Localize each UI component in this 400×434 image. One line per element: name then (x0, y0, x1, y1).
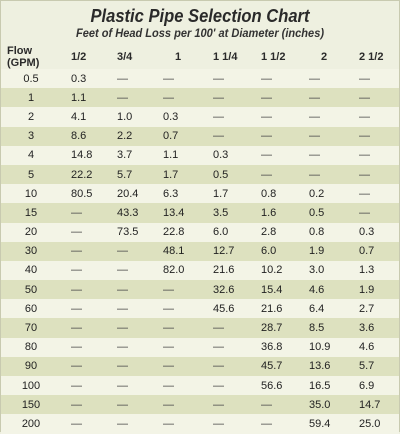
head-loss-cell: — (203, 414, 251, 433)
head-loss-cell: — (349, 203, 399, 222)
head-loss-cell: — (61, 395, 107, 414)
chart-subtitle: Feet of Head Loss per 100' at Diameter (inches) (75, 26, 325, 40)
head-loss-cell: — (153, 376, 203, 395)
head-loss-cell: — (299, 165, 349, 184)
head-loss-cell: — (107, 242, 153, 261)
flow-cell: 3 (1, 127, 61, 146)
flow-cell: 20 (1, 223, 61, 242)
table-row (1, 261, 399, 280)
flow-cell: 5 (1, 165, 61, 184)
flow-cell: 40 (1, 261, 61, 280)
head-loss-cell: — (349, 107, 399, 126)
table-row (1, 338, 399, 357)
head-loss-cell: 15.4 (251, 280, 299, 299)
head-loss-cell: 36.8 (251, 338, 299, 357)
head-loss-cell: — (107, 69, 153, 88)
head-loss-cell: — (203, 88, 251, 107)
head-loss-cell: 5.7 (349, 357, 399, 376)
head-loss-cell: — (107, 395, 153, 414)
flow-cell: 90 (1, 357, 61, 376)
head-loss-cell: 0.3 (203, 146, 251, 165)
head-loss-cell: 1.1 (153, 146, 203, 165)
head-loss-cell: 3.6 (349, 318, 399, 337)
table-row (1, 318, 399, 337)
column-header-diameter: 3/4 (117, 51, 133, 63)
head-loss-cell: — (251, 88, 299, 107)
head-loss-cell: 4.6 (349, 338, 399, 357)
head-loss-cell: — (251, 165, 299, 184)
head-loss-cell: 5.7 (107, 165, 153, 184)
head-loss-cell: — (153, 88, 203, 107)
flow-cell: 4 (1, 146, 61, 165)
head-loss-cell: — (203, 338, 251, 357)
head-loss-cell: 1.0 (107, 107, 153, 126)
table-row (1, 299, 399, 318)
table-row (1, 146, 399, 165)
head-loss-cell: — (61, 223, 107, 242)
head-loss-cell: — (299, 127, 349, 146)
head-loss-cell: 59.4 (299, 414, 349, 433)
head-loss-cell: — (61, 280, 107, 299)
head-loss-cell: 2.8 (251, 223, 299, 242)
head-loss-cell: — (299, 146, 349, 165)
head-loss-cell: 13.6 (299, 357, 349, 376)
table-row (1, 184, 399, 203)
head-loss-cell: — (153, 299, 203, 318)
head-loss-cell: — (203, 357, 251, 376)
head-loss-cell: — (61, 318, 107, 337)
flow-cell: 60 (1, 299, 61, 318)
flow-cell: 10 (1, 184, 61, 203)
table-row (1, 395, 399, 414)
head-loss-cell: — (251, 414, 299, 433)
head-loss-cell: — (299, 88, 349, 107)
head-loss-cell: — (61, 338, 107, 357)
head-loss-cell: 1.7 (203, 184, 251, 203)
head-loss-cell: 21.6 (203, 261, 251, 280)
head-loss-cell: 35.0 (299, 395, 349, 414)
head-loss-cell: 0.7 (349, 242, 399, 261)
head-loss-cell: 0.2 (299, 184, 349, 203)
head-loss-cell: — (107, 280, 153, 299)
column-header-diameter: 1 (174, 51, 182, 63)
table-row (1, 127, 399, 146)
head-loss-cell: — (153, 338, 203, 357)
flow-cell: 30 (1, 242, 61, 261)
head-loss-cell: — (153, 280, 203, 299)
table-row (1, 376, 399, 395)
column-header-flow: Flow (GPM) (7, 45, 40, 69)
head-loss-cell: 1.9 (299, 242, 349, 261)
head-loss-cell: — (349, 165, 399, 184)
head-loss-cell: 0.3 (349, 223, 399, 242)
head-loss-cell: 4.6 (299, 280, 349, 299)
head-loss-cell: — (203, 318, 251, 337)
table-body (1, 69, 399, 434)
head-loss-cell: 73.5 (107, 223, 153, 242)
head-loss-cell: — (299, 69, 349, 88)
head-loss-cell: 20.4 (107, 184, 153, 203)
head-loss-cell: 56.6 (251, 376, 299, 395)
table-row (1, 165, 399, 184)
table-row (1, 88, 399, 107)
head-loss-cell: — (251, 146, 299, 165)
head-loss-cell: — (203, 107, 251, 126)
head-loss-cell: — (107, 357, 153, 376)
head-loss-cell: 3.7 (107, 146, 153, 165)
head-loss-cell: — (61, 261, 107, 280)
column-header-diameter: 2 (320, 51, 328, 63)
head-loss-cell: 8.6 (61, 127, 107, 146)
head-loss-cell: 13.4 (153, 203, 203, 222)
head-loss-cell: 82.0 (153, 261, 203, 280)
head-loss-cell: — (203, 69, 251, 88)
head-loss-cell: — (349, 184, 399, 203)
head-loss-cell: 1.1 (61, 88, 107, 107)
head-loss-cell: — (107, 299, 153, 318)
head-loss-cell: 22.2 (61, 165, 107, 184)
head-loss-cell: — (251, 107, 299, 126)
head-loss-cell: 1.3 (349, 261, 399, 280)
table-row (1, 414, 399, 433)
head-loss-cell: 0.8 (299, 223, 349, 242)
head-loss-cell: — (349, 69, 399, 88)
head-loss-cell: — (251, 69, 299, 88)
head-loss-cell: 0.3 (61, 69, 107, 88)
head-loss-cell: 45.6 (203, 299, 251, 318)
head-loss-cell: 32.6 (203, 280, 251, 299)
table-row (1, 223, 399, 242)
head-loss-cell: 25.0 (349, 414, 399, 433)
column-header-diameter: 1 1/2 (261, 51, 286, 63)
head-loss-cell: — (203, 376, 251, 395)
table-row (1, 107, 399, 126)
head-loss-cell: — (349, 127, 399, 146)
head-loss-cell: 8.5 (299, 318, 349, 337)
head-loss-cell: — (153, 395, 203, 414)
flow-cell: 1 (1, 88, 61, 107)
head-loss-cell: 2.2 (107, 127, 153, 146)
head-loss-cell: — (61, 357, 107, 376)
head-loss-cell: 6.0 (203, 223, 251, 242)
head-loss-cell: — (107, 414, 153, 433)
head-loss-cell: — (203, 395, 251, 414)
table-row (1, 357, 399, 376)
head-loss-cell: 1.6 (251, 203, 299, 222)
flow-cell: 0.5 (1, 69, 61, 88)
flow-cell: 150 (1, 395, 61, 414)
column-header-diameter: 1 1/4 (213, 51, 238, 63)
flow-cell: 2 (1, 107, 61, 126)
head-loss-cell: — (251, 395, 299, 414)
head-loss-cell: — (107, 338, 153, 357)
head-loss-cell: — (349, 88, 399, 107)
head-loss-cell: 3.5 (203, 203, 251, 222)
head-loss-cell: 14.7 (349, 395, 399, 414)
flow-cell: 100 (1, 376, 61, 395)
head-loss-cell: 2.7 (349, 299, 399, 318)
head-loss-cell: — (61, 299, 107, 318)
head-loss-cell: — (299, 107, 349, 126)
head-loss-cell: — (61, 203, 107, 222)
head-loss-cell: 6.4 (299, 299, 349, 318)
head-loss-cell: 1.7 (153, 165, 203, 184)
column-header-diameter: 1/2 (71, 51, 87, 63)
head-loss-cell: 14.8 (61, 146, 107, 165)
head-loss-cell: 12.7 (203, 242, 251, 261)
table-row (1, 242, 399, 261)
header-row (1, 45, 399, 69)
chart-title: Plastic Pipe Selection Chart (90, 6, 310, 26)
head-loss-cell: 48.1 (153, 242, 203, 261)
head-loss-cell: — (107, 261, 153, 280)
head-loss-cell: 45.7 (251, 357, 299, 376)
head-loss-cell: — (61, 376, 107, 395)
flow-cell: 70 (1, 318, 61, 337)
head-loss-cell: 0.7 (153, 127, 203, 146)
flow-cell: 15 (1, 203, 61, 222)
head-loss-cell: 43.3 (107, 203, 153, 222)
column-header-diameter: 2 1/2 (359, 51, 384, 63)
flow-cell: 200 (1, 414, 61, 433)
head-loss-cell: — (203, 127, 251, 146)
head-loss-cell: — (153, 357, 203, 376)
head-loss-cell: 6.0 (251, 242, 299, 261)
head-loss-cell: 28.7 (251, 318, 299, 337)
head-loss-cell: — (107, 88, 153, 107)
head-loss-cell: — (107, 376, 153, 395)
head-loss-cell: 3.0 (299, 261, 349, 280)
head-loss-cell: 6.3 (153, 184, 203, 203)
head-loss-cell: 1.9 (349, 280, 399, 299)
table-row (1, 203, 399, 222)
head-loss-cell: — (61, 414, 107, 433)
head-loss-cell: 21.6 (251, 299, 299, 318)
head-loss-cell: — (349, 146, 399, 165)
table-row (1, 280, 399, 299)
head-loss-cell: — (107, 318, 153, 337)
head-loss-cell: — (153, 318, 203, 337)
head-loss-cell: 0.5 (203, 165, 251, 184)
head-loss-cell: — (153, 414, 203, 433)
head-loss-cell: — (153, 69, 203, 88)
table-row (1, 69, 399, 88)
flow-cell: 50 (1, 280, 61, 299)
head-loss-cell: — (251, 127, 299, 146)
head-loss-cell: 22.8 (153, 223, 203, 242)
head-loss-cell: 10.2 (251, 261, 299, 280)
head-loss-cell: 16.5 (299, 376, 349, 395)
flow-cell: 80 (1, 338, 61, 357)
head-loss-cell: 0.5 (299, 203, 349, 222)
head-loss-cell: 10.9 (299, 338, 349, 357)
head-loss-cell: 4.1 (61, 107, 107, 126)
head-loss-cell: — (61, 242, 107, 261)
head-loss-cell: 0.3 (153, 107, 203, 126)
head-loss-cell: 0.8 (251, 184, 299, 203)
head-loss-cell: 80.5 (61, 184, 107, 203)
head-loss-table (1, 45, 399, 434)
head-loss-cell: 6.9 (349, 376, 399, 395)
